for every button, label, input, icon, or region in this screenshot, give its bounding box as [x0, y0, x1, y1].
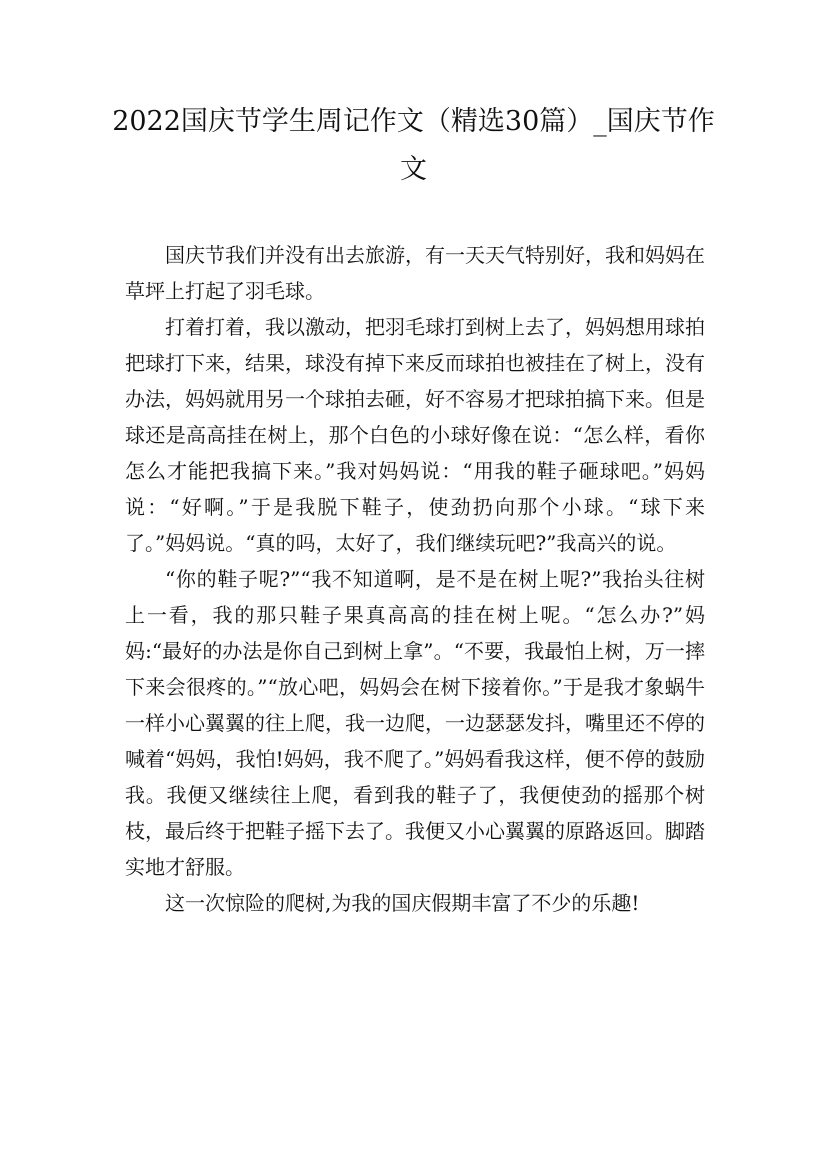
- paragraph-4: 这一次惊险的爬树,为我的国庆假期丰富了不少的乐趣!: [165, 891, 640, 915]
- paragraph-1: 国庆节我们并没有出去旅游，有一天天气特别好，我和妈妈在草坪上打起了羽毛球。: [125, 243, 705, 303]
- document-body: [125, 237, 705, 921]
- document-title: 2022国庆节学生周记作文（精选30篇）_国庆节作文: [112, 106, 715, 185]
- paragraph-2: 打着打着，我以激动，把羽毛球打到树上去了，妈妈想用球拍把球打下来，结果，球没有掉下来反而球拍也被挂在了树上，没有办法，妈妈就用另一个球拍去砸，好不容易才把球拍搞下来。但是球还是高高挂在树上，那个白色的小球好像在说：“怎么样，看你怎么才能把我搞下来。”我对妈妈说：“用我的鞋子砸球吧。”妈妈说：“好啊。”于是我脱下鞋子，使劲扔向那个小球。“球下来了。”妈妈说。“真的吗，太好了，我们继续玩吧?”我高兴的说。: [125, 315, 705, 555]
- paragraph-3: “你的鞋子呢?”“我不知道啊，是不是在树上呢?”我抬头往树上一看，我的那只鞋子果真高高的挂在树上呢。“怎么办?”妈妈:“最好的办法是你自己到树上拿”。“不要，我最怕上树，万一摔下来会很疼的。”“放心吧，妈妈会在树下接着你。”于是我才象蜗牛一样小心翼翼的往上爬，我一边爬，一边瑟瑟发抖，嘴里还不停的喊着“妈妈，我怕!妈妈，我不爬了。”妈妈看我这样，便不停的鼓励我。我便又继续往上爬，看到我的鞋子了，我便使劲的摇那个树枝，最后终于把鞋子摇下去了。我便又小心翼翼的原路返回。脚踏实地才舒服。: [125, 567, 705, 879]
